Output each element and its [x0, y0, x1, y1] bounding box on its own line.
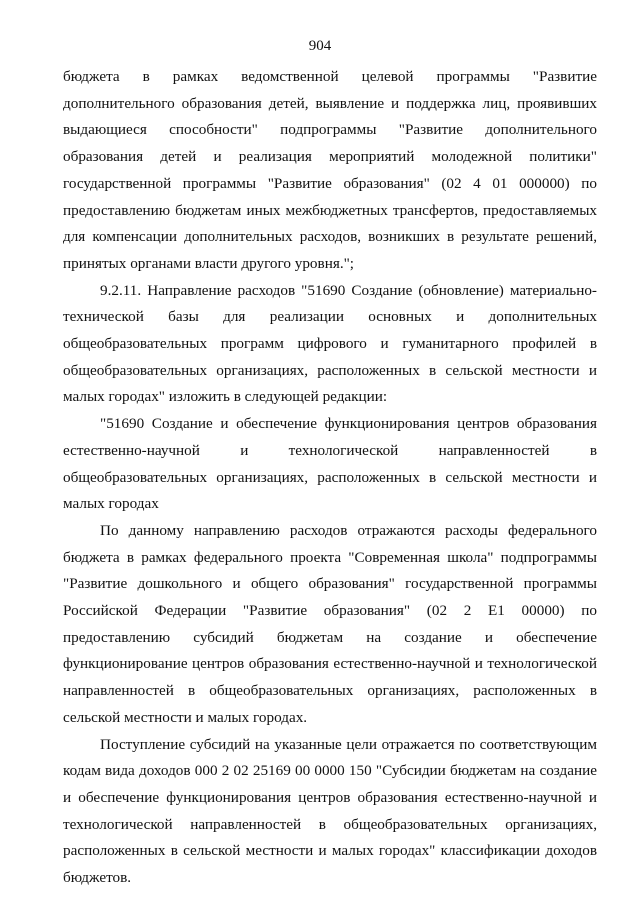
- page-number: 904: [308, 38, 332, 54]
- document-body: [63, 64, 597, 892]
- paragraph-budget-program: бюджета в рамках ведомственной целевой программы "Развитие дополнительного образования детей, выявление и поддержка лиц, проявивших выдающиеся способности" подпрограммы "Развитие дополнительного образования детей и реализация мероприятий молодежной политики" государственной программы "Развитие образования" (02 4 01 000000) по предоставлению бюджетам иных межбюджетных трансфертов, предоставляемых для компенсации дополнительных расходов, возникших в результате решений, принятых органами власти другого уровня.";: [63, 68, 597, 272]
- paragraph-federal-expenses: По данному направлению расходов отражаются расходы федерального бюджета в рамках федерального проекта "Современная школа" подпрограммы "Развитие дошкольного и общего образования" государственной программы Российской Федерации "Развитие образования" (02 2 E1 00000) по предоставлению субсидий бюджетам на создание и обеспечение функционирование центров образования естественно-научной и технологической направленностей в общеобразовательных организациях, расположенных в сельской местности и малых городах.: [63, 521, 597, 726]
- paragraph-section-9-2-11: 9.2.11. Направление расходов "51690 Создание (обновление) материально-технической базы для реализации основных и дополнительных общеобразовательных программ цифрового и гуманитарного профилей в общеобразовательных организациях, расположенных в сельской местности и малых городах" изложить в следующей редакции:: [63, 281, 597, 406]
- paragraph-subsidy-receipts: Поступление субсидий на указанные цели отражается по соответствующим кодам вида доходов 000 2 02 25169 00 0000 150 "Субсидии бюджетам на создание и обеспечение функционирования центров образования естественно-научной и технологической направленностей в общеобразовательных организациях, расположенных в сельской местности и малых городах" классификации доходов бюджетов.: [63, 735, 597, 887]
- paragraph-expense-direction-51690: "51690 Создание и обеспечение функционирования центров образования естественно-научной и технологической направленностей в общеобразовательных организациях, расположенных в сельской местности и малых городах: [63, 415, 597, 513]
